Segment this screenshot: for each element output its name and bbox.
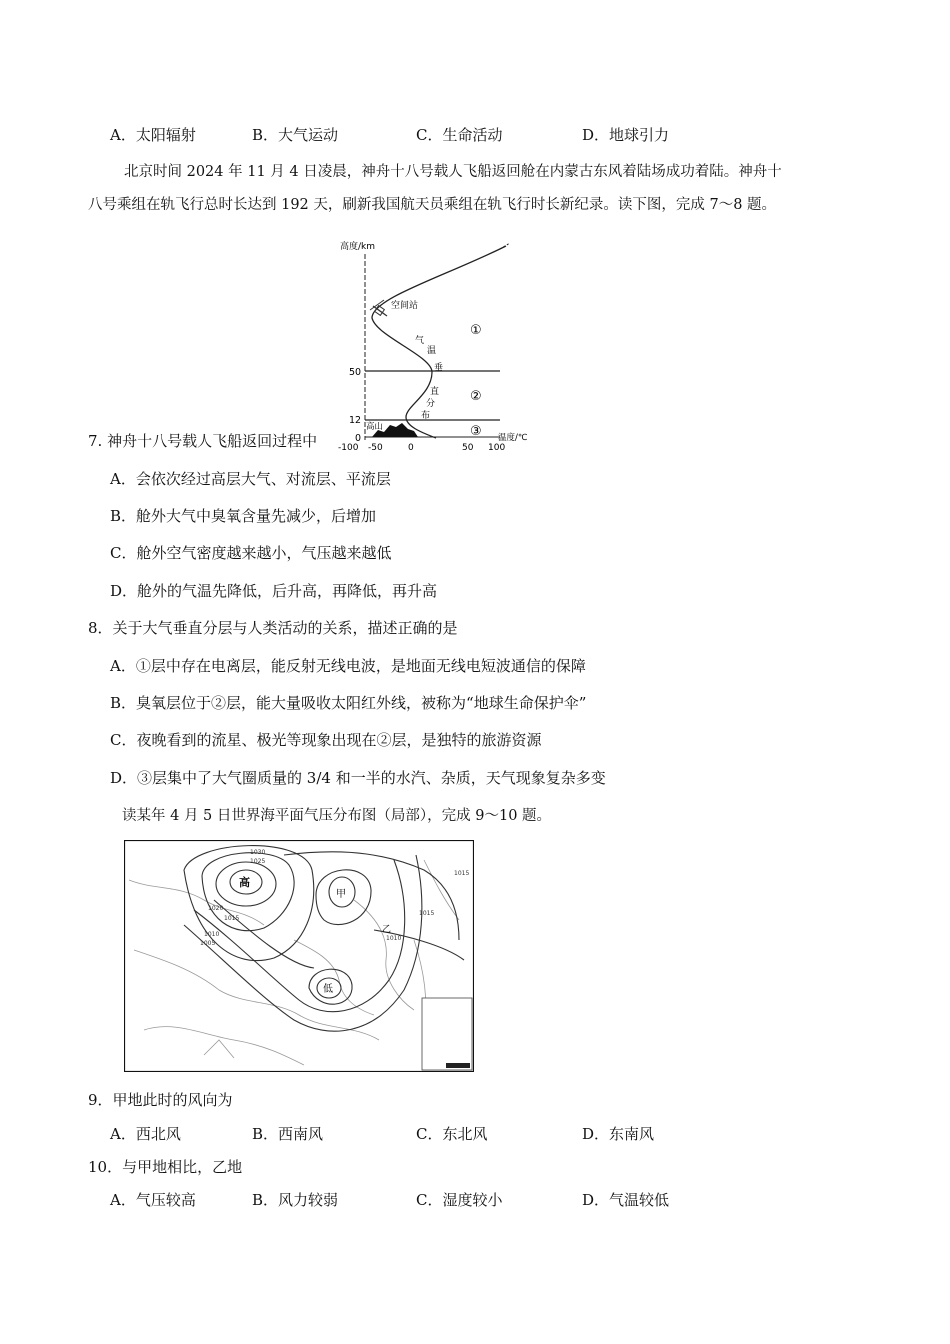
map-yi-label: 乙	[382, 925, 392, 935]
q8-option-d: D．③层集中了大气圈质量的 3/4 和一半的水汽、杂质，天气现象复杂多变	[110, 769, 606, 787]
fig1-curve-char-2: 温	[427, 346, 437, 356]
fig1-xtick-50: 50	[462, 443, 474, 453]
fig1-layer-1: ①	[470, 323, 482, 338]
isobar-label-6: 1005	[200, 940, 216, 947]
q10-options	[110, 1189, 850, 1213]
map-high-label: 高	[239, 876, 250, 889]
q9-option-c: C．东北风	[416, 1125, 488, 1143]
q10-option-a: A．气压较高	[110, 1191, 196, 1209]
map-scale-bar	[446, 1063, 470, 1068]
fig1-ylabel: 高度/km	[340, 242, 376, 252]
fig1-xtick-0: 0	[408, 443, 414, 453]
fig1-curve-char-6: 布	[421, 411, 431, 421]
fig1-xlabel: 温度/℃	[498, 433, 528, 443]
q7-option-d: D．舱外的气温先降低，后升高，再降低，再升高	[110, 582, 438, 600]
q6-option-d: D．地球引力	[582, 126, 670, 144]
fig1-curve-char-5: 分	[426, 399, 436, 409]
fig1-layer-3: ③	[470, 424, 482, 439]
isobar-label-2: 1025	[250, 858, 266, 865]
q9-stem: 9．甲地此时的风向为	[88, 1091, 233, 1109]
fig1-station-label: 空间站	[391, 301, 419, 311]
q9-option-d: D．东南风	[582, 1125, 655, 1143]
isobar-label-1: 1030	[250, 849, 266, 856]
isobar-label-3: 1020	[208, 905, 224, 912]
q7-option-b: B．舱外大气中臭氧含量先减少，后增加	[110, 507, 377, 525]
isobar-label-7: 1010	[386, 935, 402, 942]
sea-level-pressure-map	[124, 840, 474, 1072]
fig1-ytick-0: 0	[355, 433, 362, 444]
intro-7-8-line2: 八号乘组在轨飞行总时长达到 192 天，刷新我国航天员乘组在轨飞行时长新纪录。读下图，完成 7～8 题。	[88, 197, 777, 213]
map-low-label: 低	[323, 984, 333, 995]
fig1-layer-2: ②	[470, 389, 482, 404]
q7-option-a: A．会依次经过高层大气、对流层、平流层	[110, 470, 391, 488]
q8-option-c: C．夜晚看到的流星、极光等现象出现在②层，是独特的旅游资源	[110, 731, 542, 749]
q6-option-c: C．生命活动	[416, 126, 503, 144]
q6-option-a: A．太阳辐射	[110, 126, 196, 144]
temperature-curve	[372, 246, 506, 438]
fig1-mountain-label: 高山	[366, 422, 384, 432]
isobar-label-5: 1010	[204, 931, 220, 938]
q10-option-b: B．风力较弱	[252, 1191, 339, 1209]
isobar-label-9: 1015	[454, 870, 470, 877]
intro-9-10: 读某年 4 月 5 日世界海平面气压分布图（局部），完成 9～10 题。	[122, 808, 552, 824]
q8-option-b: B．臭氧层位于②层，能大量吸收太阳红外线，被称为“地球生命保护伞”	[110, 694, 587, 712]
fig1-xtick-m50: -50	[368, 443, 383, 453]
isobar-label-4: 1015	[224, 915, 240, 922]
q8-stem: 8．关于大气垂直分层与人类活动的关系，描述正确的是	[88, 619, 458, 637]
q10-option-c: C．湿度较小	[416, 1191, 503, 1209]
fig1-ytick-50: 50	[349, 367, 362, 378]
q10-stem: 10．与甲地相比，乙地	[88, 1158, 243, 1176]
q9-options	[110, 1123, 850, 1147]
q8-option-a: A．①层中存在电离层，能反射无线电波，是地面无线电短波通信的保障	[110, 657, 586, 675]
fig1-curve-char-4: 直	[430, 387, 440, 397]
fig1-xtick-100: 100	[488, 443, 506, 453]
q7-option-c: C．舱外空气密度越来越小，气压越来越低	[110, 544, 392, 562]
q9-option-b: B．西南风	[252, 1125, 324, 1143]
q10-option-d: D．气温较低	[582, 1191, 670, 1209]
isobar-label-8: 1015	[419, 910, 435, 917]
intro-7-8-line1: 北京时间 2024 年 11 月 4 日凌晨，神舟十八号载人飞船返回舱在内蒙古东风着陆场成功着陆。神舟十	[124, 164, 782, 180]
q9-option-a: A．西北风	[110, 1125, 181, 1143]
fig1-xtick-m100: -100	[338, 443, 359, 453]
q6-options	[110, 124, 850, 148]
atmosphere-layer-diagram	[336, 236, 536, 456]
fig1-ytick-12: 12	[349, 415, 362, 426]
fig1-curve-char-3: 垂	[434, 363, 444, 373]
q6-option-b: B．大气运动	[252, 126, 339, 144]
map-inset	[422, 998, 472, 1070]
fig1-curve-char-1: 气	[415, 336, 425, 346]
q7-stem: 7. 神舟十八号载人飞船返回过程中	[88, 432, 318, 450]
map-jia-label: 甲	[336, 889, 346, 900]
